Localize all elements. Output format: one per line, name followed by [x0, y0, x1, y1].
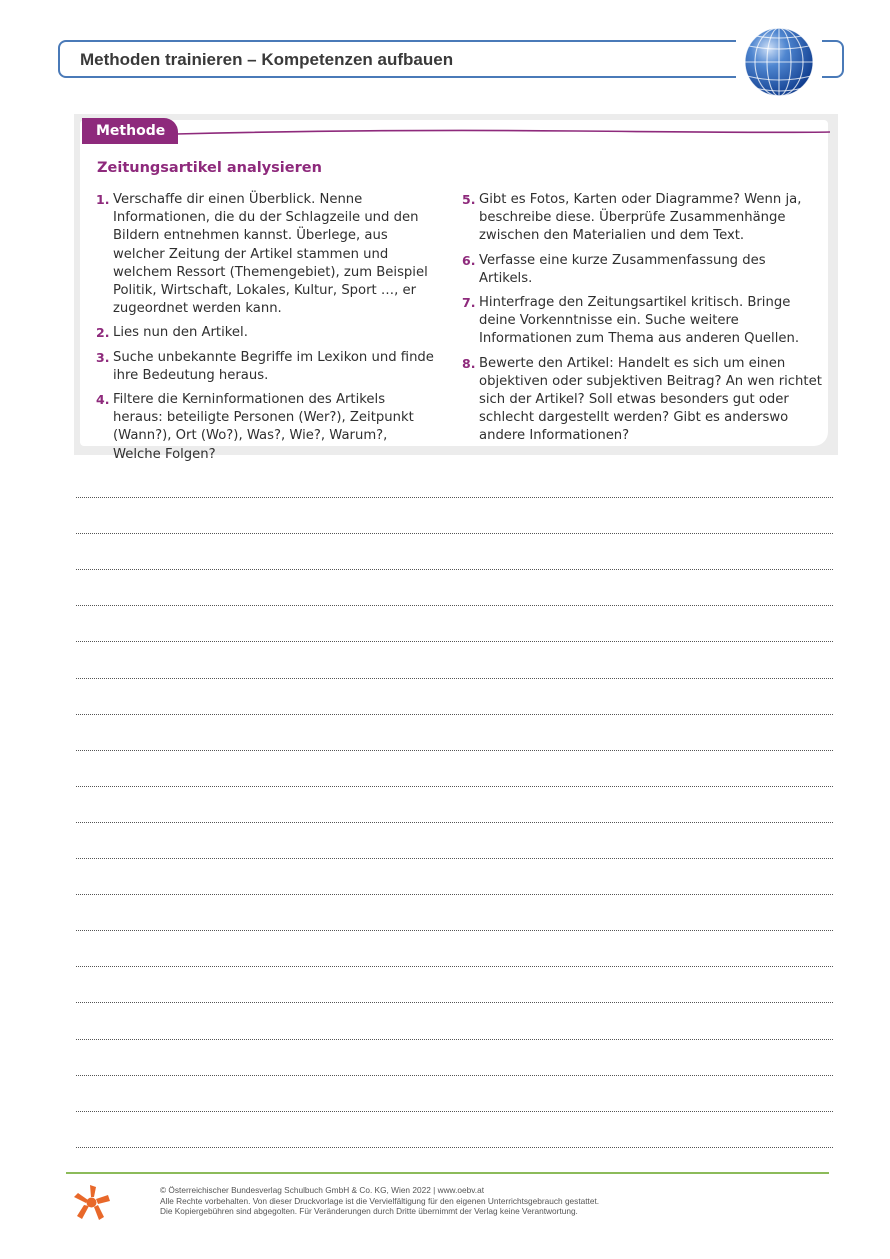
step-text: Suche unbekannte Begriffe im Lexikon und finde ihre Bedeutung heraus. [113, 349, 434, 383]
writing-line [76, 1147, 833, 1148]
step-item [462, 294, 822, 349]
step-text: Bewerte den Artikel: Handelt es sich um einen objektiven oder subjektiven Beitrag? An wen richtet sich der Artikel? Soll etwas besonders gut oder schlecht dargestellt werden? Gibt es anderswo andere Informationen? [479, 355, 822, 444]
writing-line [76, 858, 833, 859]
writing-line [76, 930, 833, 931]
method-tag: Methode [82, 118, 178, 144]
step-item [96, 324, 438, 342]
method-divider [176, 126, 832, 138]
steps-right-column [462, 191, 822, 452]
writing-line [76, 894, 833, 895]
step-text: Verfasse eine kurze Zusammenfassung des Artikels. [479, 252, 766, 286]
step-text: Gibt es Fotos, Karten oder Diagramme? Wenn ja, beschreibe diese. Überprüfe Zusammenhänge zwischen den Materialien und dem Text. [479, 192, 802, 244]
step-item [462, 191, 822, 246]
steps-left-column [96, 191, 438, 470]
writing-line [76, 966, 833, 967]
step-number: 2. [96, 325, 110, 341]
step-item [96, 391, 438, 464]
step-item [96, 191, 438, 318]
step-text: Hinterfrage den Zeitungsartikel kritisch. Bringe deine Vorkenntnisse ein. Suche weitere Informationen zum Thema aus anderen Quellen. [479, 295, 800, 347]
footer-rule [66, 1172, 829, 1174]
page-title: Methoden trainieren – Kompetenzen aufbauen [80, 50, 454, 69]
writing-line [76, 750, 833, 751]
step-number: 3. [96, 349, 110, 365]
writing-line [76, 533, 833, 534]
step-number: 6. [462, 252, 476, 268]
step-item [462, 252, 822, 288]
writing-line [76, 641, 833, 642]
step-text: Verschaffe dir einen Überblick. Nenne Informationen, die du der Schlagzeile und den Bildern entnehmen kannst. Überlege, aus welcher Zeitung der Artikel stammen und welchem Ressort (Themengebiet), zum Beispiel Politik, Wirtschaft, Lokales, Kultur, Sport …, er zugeordnet werden kann. [113, 192, 428, 317]
writing-line [76, 1111, 833, 1112]
header-bar [58, 40, 844, 78]
step-number: 7. [462, 295, 476, 311]
writing-line [76, 678, 833, 679]
step-number: 1. [96, 192, 110, 207]
step-text: Lies nun den Artikel. [113, 325, 248, 341]
writing-line [76, 1002, 833, 1003]
step-item [96, 349, 438, 385]
method-heading: Zeitungsartikel analysieren [97, 160, 322, 176]
footer-line: Alle Rechte vorbehalten. Von dieser Druckvorlage ist die Vervielfältigung für den eigenen Unterrichtsgebrauch gestattet. [160, 1195, 600, 1206]
writing-line [76, 714, 833, 715]
writing-line [76, 569, 833, 570]
step-number: 8. [462, 355, 476, 371]
step-item [462, 355, 822, 446]
oebv-logo-icon [72, 1183, 112, 1223]
writing-line [76, 1039, 833, 1040]
step-number: 4. [96, 392, 110, 408]
footer-line: © Österreichischer Bundesverlag Schulbuch GmbH & Co. KG, Wien 2022 | www.oebv.at [160, 1185, 484, 1195]
writing-line [76, 822, 833, 823]
writing-line [76, 1075, 833, 1076]
step-text: Filtere die Kerninformationen des Artikels heraus: beteiligte Personen (Wer?), Zeitpunkt (Wann?), Ort (Wo?), Was?, Wie?, Warum?, Welche Folgen? [113, 392, 414, 462]
footer-line: Die Kopiergebühren sind abgegolten. Für Veränderungen durch Dritte übernimmt der Verlag keine Verantwortung. [160, 1206, 578, 1217]
writing-line [76, 605, 833, 606]
writing-line [76, 786, 833, 787]
footer-copyright [160, 1185, 599, 1217]
writing-line [76, 497, 833, 498]
step-number: 5. [462, 192, 476, 207]
globe-icon [742, 26, 816, 98]
